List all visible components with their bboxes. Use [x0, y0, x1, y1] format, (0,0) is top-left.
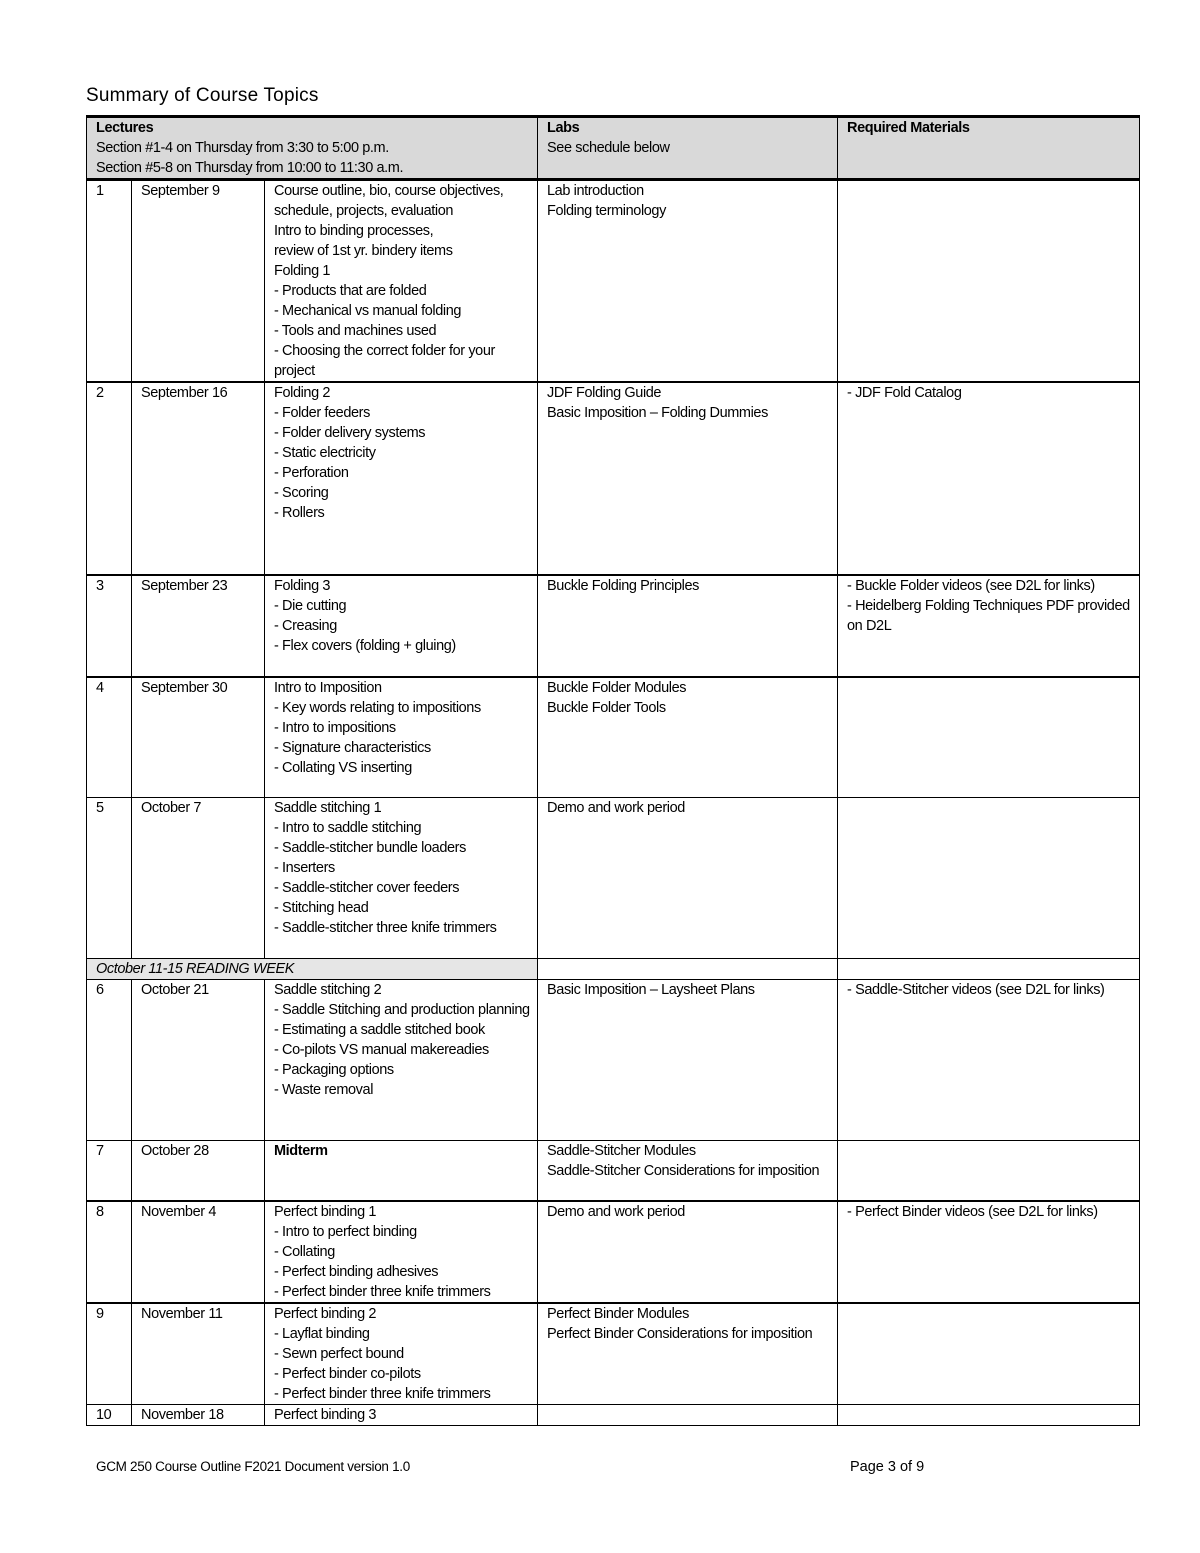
materials-header: Required Materials: [847, 120, 970, 136]
materials-cell: [838, 1201, 1140, 1303]
lab-line: Buckle Folder Tools: [547, 700, 666, 716]
topic-line: - Collating: [274, 1244, 335, 1260]
topic-line: review of 1st yr. bindery items: [274, 243, 453, 259]
week-date: September 9: [132, 180, 265, 383]
reading-week-row: [87, 958, 1140, 979]
materials-cell: [838, 382, 1140, 575]
week-number: 5: [87, 797, 132, 958]
topic-line: - Intro to saddle stitching: [274, 819, 422, 836]
topic-line: - Estimating a saddle stitched book: [274, 1021, 485, 1038]
week-date: November 18: [132, 1405, 265, 1426]
table-row: [87, 180, 1140, 383]
week-date: October 28: [132, 1140, 265, 1201]
materials-header-cell: [838, 117, 1140, 180]
materials-cell: [838, 1303, 1140, 1405]
labs-header: Labs: [547, 120, 580, 136]
topic-line: - Perforation: [274, 465, 349, 481]
table-row: [87, 979, 1140, 1140]
lectures-header-cell: [87, 117, 538, 180]
lab-line: Buckle Folder Modules: [547, 680, 687, 696]
lecture-topics-cell: [265, 1303, 538, 1405]
labs-cell: [538, 575, 838, 677]
topic-line: - Saddle-stitcher bundle loaders: [274, 839, 466, 856]
lab-line: Perfect Binder Considerations for imposition: [547, 1326, 813, 1342]
lab-line: JDF Folding Guide: [547, 385, 662, 401]
lectures-section-1: Section #1-4 on Thursday from 3:30 to 5:00 p.m.: [96, 140, 389, 156]
labs-cell: [538, 979, 838, 1140]
footer-page-number: Page 3 of 9: [850, 1459, 925, 1475]
materials-cell: [838, 180, 1140, 383]
lab-line: Demo and work period: [547, 799, 685, 816]
table-row: [87, 1303, 1140, 1405]
topic-line: Intro to binding processes,: [274, 223, 434, 239]
lecture-topics-cell: [265, 677, 538, 797]
topic-line: - Perfect binder three knife trimmers: [274, 1284, 491, 1300]
reading-week-labs-cell: [538, 958, 838, 979]
materials-cell: [838, 575, 1140, 677]
topic-line: - Tools and machines used: [274, 323, 437, 339]
table-row: [87, 797, 1140, 958]
lab-line: Basic Imposition – Folding Dummies: [547, 405, 768, 421]
lectures-header: Lectures: [96, 120, 154, 136]
lab-line: Buckle Folding Principles: [547, 578, 700, 594]
labs-cell: [538, 1140, 838, 1201]
topic-line: - Static electricity: [274, 445, 376, 461]
week-date: October 7: [132, 797, 265, 958]
topic-line: - Inserters: [274, 859, 335, 876]
lecture-topics-cell: [265, 1140, 538, 1201]
lecture-topics-cell: [265, 382, 538, 575]
labs-cell: [538, 382, 838, 575]
course-topics-table: [86, 115, 1140, 1426]
week-number: 9: [87, 1303, 132, 1405]
table-row: [87, 382, 1140, 575]
topic-line: - Key words relating to impositions: [274, 700, 481, 716]
labs-header-cell: [538, 117, 838, 180]
topic-line: - Creasing: [274, 618, 337, 634]
topic-line: - Intro to perfect binding: [274, 1224, 417, 1240]
lecture-topics-cell: [265, 1201, 538, 1303]
table-row: [87, 677, 1140, 797]
topic-line: Intro to Imposition: [274, 680, 382, 696]
material-line: - Perfect Binder videos (see D2L for links): [847, 1204, 1098, 1220]
table-row: [87, 575, 1140, 677]
week-date: September 23: [132, 575, 265, 677]
topic-line: Perfect binding 3: [274, 1407, 377, 1423]
topic-line: - Stitching head: [274, 899, 369, 916]
topic-line: - Perfect binder three knife trimmers: [274, 1386, 491, 1402]
week-date: November 11: [132, 1303, 265, 1405]
material-line: - Buckle Folder videos (see D2L for links): [847, 578, 1095, 594]
table-row: [87, 1140, 1140, 1201]
topic-line: - Products that are folded: [274, 283, 427, 299]
week-date: November 4: [132, 1201, 265, 1303]
week-number: 8: [87, 1201, 132, 1303]
topic-line: - Saddle-stitcher cover feeders: [274, 879, 460, 896]
topic-line: - Rollers: [274, 505, 325, 521]
topic-line: Course outline, bio, course objectives, schedule, projects, evaluation: [274, 183, 504, 219]
lab-line: Perfect Binder Modules: [547, 1306, 689, 1322]
lecture-topics-cell: [265, 797, 538, 958]
topic-line: - Collating VS inserting: [274, 760, 412, 776]
topic-line: - Intro to impositions: [274, 720, 396, 736]
topic-line: - Folder delivery systems: [274, 425, 426, 441]
week-number: 10: [87, 1405, 132, 1426]
materials-cell: [838, 979, 1140, 1140]
topic-line: - Signature characteristics: [274, 740, 431, 756]
topic-line: Folding 3: [274, 578, 331, 594]
material-line: - JDF Fold Catalog: [847, 385, 962, 401]
labs-cell: [538, 1201, 838, 1303]
lectures-section-2: Section #5-8 on Thursday from 10:00 to 11:30 a.m.: [96, 160, 404, 176]
topic-line: - Choosing the correct folder for your project: [274, 343, 495, 379]
labs-cell: [538, 180, 838, 383]
topic-line: - Waste removal: [274, 1081, 374, 1098]
topic-line: Folding 2: [274, 385, 331, 401]
footer-document-version: GCM 250 Course Outline F2021 Document version 1.0: [96, 1459, 410, 1474]
labs-note: See schedule below: [547, 140, 670, 156]
topic-line: - Co-pilots VS manual makereadies: [274, 1041, 489, 1058]
topic-line: - Perfect binder co-pilots: [274, 1366, 421, 1382]
week-number: 6: [87, 979, 132, 1140]
lab-line: Folding terminology: [547, 203, 666, 219]
topic-line: Perfect binding 2: [274, 1306, 377, 1322]
topic-line: Perfect binding 1: [274, 1204, 377, 1220]
lecture-topics-cell: [265, 979, 538, 1140]
material-line: - Heidelberg Folding Techniques PDF provided on D2L: [847, 598, 1130, 634]
materials-cell: [838, 677, 1140, 797]
topic-line: Folding 1: [274, 263, 331, 279]
week-date: September 30: [132, 677, 265, 797]
page-title: Summary of Course Topics: [86, 85, 319, 106]
materials-cell: [838, 797, 1140, 958]
topic-line: - Flex covers (folding + gluing): [274, 638, 456, 654]
week-number: 2: [87, 382, 132, 575]
labs-cell: [538, 797, 838, 958]
reading-week-label: October 11-15 READING WEEK: [87, 958, 538, 979]
lab-line: Demo and work period: [547, 1204, 685, 1220]
topic-line: - Saddle-stitcher three knife trimmers: [274, 919, 497, 936]
lab-line: Lab introduction: [547, 183, 644, 199]
week-date: October 21: [132, 979, 265, 1140]
topic-line: - Packaging options: [274, 1061, 394, 1078]
labs-cell: [538, 1303, 838, 1405]
lecture-topics-cell: [265, 1405, 538, 1426]
week-number: 3: [87, 575, 132, 677]
lecture-topics-cell: [265, 575, 538, 677]
reading-week-materials-cell: [838, 958, 1140, 979]
labs-cell: [538, 1405, 838, 1426]
week-date: September 16: [132, 382, 265, 575]
topic-line: - Mechanical vs manual folding: [274, 303, 462, 319]
week-number: 1: [87, 180, 132, 383]
lab-line: Saddle-Stitcher Modules: [547, 1142, 696, 1159]
labs-cell: [538, 677, 838, 797]
lab-line: Saddle-Stitcher Considerations for imposition: [547, 1162, 820, 1179]
week-number: 4: [87, 677, 132, 797]
materials-cell: [838, 1405, 1140, 1426]
topic-line: Saddle stitching 2: [274, 981, 382, 998]
week-number: 7: [87, 1140, 132, 1201]
table-row: [87, 1201, 1140, 1303]
topic-line: - Perfect binding adhesives: [274, 1264, 439, 1280]
table-header-row: [87, 117, 1140, 180]
topic-line: - Folder feeders: [274, 405, 370, 421]
topic-line: - Die cutting: [274, 598, 347, 614]
topic-line: - Layflat binding: [274, 1326, 370, 1342]
topic-line: - Scoring: [274, 485, 329, 501]
lecture-topics-cell: [265, 180, 538, 383]
topic-line: Saddle stitching 1: [274, 799, 382, 816]
materials-cell: [838, 1140, 1140, 1201]
table-row: [87, 1405, 1140, 1426]
material-line: - Saddle-Stitcher videos (see D2L for links): [847, 981, 1105, 998]
topic-line: - Sewn perfect bound: [274, 1346, 404, 1362]
topic-line: - Saddle Stitching and production planning: [274, 1001, 530, 1018]
topic-line: Midterm: [274, 1142, 328, 1159]
lab-line: Basic Imposition – Laysheet Plans: [547, 981, 755, 998]
